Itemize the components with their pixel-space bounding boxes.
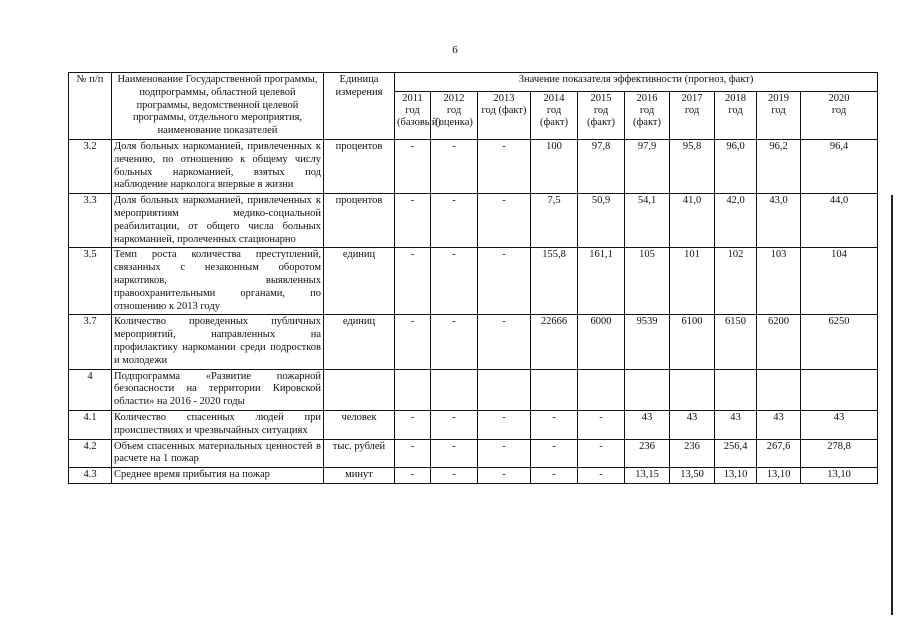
row-indicator-name: Темп роста количества преступлений, связанных с незаконным оборотом наркотиков, выявленных правоохранительными органами, по отношению к 2013 году <box>112 248 324 315</box>
row-value-2013: - <box>478 410 531 439</box>
row-value-2017: 95,8 <box>670 139 715 193</box>
indicators-table <box>68 72 878 484</box>
row-unit: процентов <box>324 194 395 248</box>
row-value-2016: 54,1 <box>625 194 670 248</box>
header-year-note: год <box>831 105 847 117</box>
row-value-2020: 44,0 <box>801 194 878 248</box>
row-value-2011: - <box>395 194 431 248</box>
row-value-2019: 43 <box>757 410 801 439</box>
row-number: 3.2 <box>69 139 112 193</box>
row-value-2015 <box>578 369 625 410</box>
row-value-2012: - <box>431 194 478 248</box>
row-value-2012: - <box>431 439 478 468</box>
row-value-2016 <box>625 369 670 410</box>
row-unit: минут <box>324 468 395 484</box>
row-number: 3.3 <box>69 194 112 248</box>
header-year-2016 <box>625 92 670 140</box>
row-value-2014 <box>531 369 578 410</box>
row-unit <box>324 369 395 410</box>
row-value-2012: - <box>431 139 478 193</box>
row-value-2013: - <box>478 315 531 369</box>
header-year-value: 2019 <box>768 93 789 105</box>
row-value-2014: 22666 <box>531 315 578 369</box>
row-value-2018: 256,4 <box>715 439 757 468</box>
table-row <box>69 439 878 468</box>
header-year-2018 <box>715 92 757 140</box>
row-value-2018: 13,10 <box>715 468 757 484</box>
row-value-2012: - <box>431 468 478 484</box>
header-number: № п/п <box>69 73 112 140</box>
row-value-2018: 6150 <box>715 315 757 369</box>
row-value-2017: 236 <box>670 439 715 468</box>
header-year-note: год (оценка) <box>435 105 473 129</box>
header-name: Наименование Государственной программы, подпрограммы, областной целевой программы, ведомственной целевой программы, отдельного мероприятия, наименование показателей <box>112 73 324 140</box>
header-year-note: год (факт) <box>539 105 568 129</box>
row-value-2019: 13,10 <box>757 468 801 484</box>
row-value-2015: - <box>578 410 625 439</box>
row-value-2014: 100 <box>531 139 578 193</box>
row-value-2017: 6100 <box>670 315 715 369</box>
row-value-2017 <box>670 369 715 410</box>
row-value-2019: 103 <box>757 248 801 315</box>
header-year-2019 <box>757 92 801 140</box>
row-value-2013: - <box>478 248 531 315</box>
row-value-2019: 43,0 <box>757 194 801 248</box>
row-indicator-name: Среднее время прибытия на пожар <box>112 468 324 484</box>
header-year-note: год (факт) <box>481 105 527 117</box>
row-value-2020: 13,10 <box>801 468 878 484</box>
row-value-2011: - <box>395 468 431 484</box>
row-value-2014: 7,5 <box>531 194 578 248</box>
table-row <box>69 194 878 248</box>
header-year-note: год <box>684 105 700 117</box>
row-number: 4.1 <box>69 410 112 439</box>
row-value-2012: - <box>431 410 478 439</box>
table-row <box>69 410 878 439</box>
header-year-note: год <box>728 105 743 117</box>
header-year-value: 2016 <box>636 93 658 105</box>
header-unit: Единица измерения <box>324 73 395 140</box>
row-value-2020 <box>801 369 878 410</box>
row-value-2017: 41,0 <box>670 194 715 248</box>
row-value-2015: 97,8 <box>578 139 625 193</box>
header-year-note: год (факт) <box>632 105 661 129</box>
row-unit: процентов <box>324 139 395 193</box>
row-value-2018: 102 <box>715 248 757 315</box>
row-indicator-name: Доля больных наркоманией, привлеченных к лечению, по отношению к общему числу больных наркоманией, взятых под наблюдение нарколога впервые в жизни <box>112 139 324 193</box>
row-value-2015: 50,9 <box>578 194 625 248</box>
header-year-value: 2017 <box>681 93 703 105</box>
row-value-2013: - <box>478 439 531 468</box>
row-value-2013 <box>478 369 531 410</box>
header-year-note: год (факт) <box>586 105 615 129</box>
table-row <box>69 315 878 369</box>
row-value-2019 <box>757 369 801 410</box>
row-unit: единиц <box>324 315 395 369</box>
row-value-2016: 43 <box>625 410 670 439</box>
row-value-2020: 96,4 <box>801 139 878 193</box>
table-header <box>69 73 878 140</box>
row-value-2016: 105 <box>625 248 670 315</box>
row-value-2013: - <box>478 139 531 193</box>
row-indicator-name: Доля больных наркоманией, привлеченных к мероприятиям медико-социальной реабилитации, от общего числа больных наркоманией, пролеченных стационарно <box>112 194 324 248</box>
row-value-2012 <box>431 369 478 410</box>
row-unit: единиц <box>324 248 395 315</box>
row-value-2011: - <box>395 139 431 193</box>
header-year-2020 <box>801 92 878 140</box>
row-value-2015: 161,1 <box>578 248 625 315</box>
row-value-2020: 104 <box>801 248 878 315</box>
row-indicator-name: Подпрограмма «Развитие пожарной безопасности на территории Кировской области» на 2016 - 2020 годы <box>112 369 324 410</box>
header-year-2017 <box>670 92 715 140</box>
header-year-2013 <box>478 92 531 140</box>
header-year-note: год (базовый) <box>397 105 441 129</box>
row-value-2018: 96,0 <box>715 139 757 193</box>
row-value-2015: 6000 <box>578 315 625 369</box>
row-value-2015: - <box>578 468 625 484</box>
table-row <box>69 248 878 315</box>
row-value-2012: - <box>431 248 478 315</box>
table-body <box>69 139 878 483</box>
row-value-2018: 42,0 <box>715 194 757 248</box>
row-value-2019: 6200 <box>757 315 801 369</box>
row-value-2017: 43 <box>670 410 715 439</box>
row-value-2016: 9539 <box>625 315 670 369</box>
row-indicator-name: Объем спасенных материальных ценностей в расчете на 1 пожар <box>112 439 324 468</box>
table-row <box>69 369 878 410</box>
header-year-2014 <box>531 92 578 140</box>
row-value-2011: - <box>395 248 431 315</box>
row-number: 3.5 <box>69 248 112 315</box>
header-year-2012 <box>431 92 478 140</box>
header-year-value: 2011 <box>402 93 423 105</box>
row-value-2014: - <box>531 468 578 484</box>
row-value-2018: 43 <box>715 410 757 439</box>
row-value-2014: - <box>531 410 578 439</box>
table-row <box>69 139 878 193</box>
row-number: 4 <box>69 369 112 410</box>
row-number: 4.2 <box>69 439 112 468</box>
header-year-2011 <box>395 92 441 140</box>
header-year-value: 2020 <box>828 93 850 105</box>
header-year-value: 2013 <box>493 93 515 105</box>
row-value-2019: 267,6 <box>757 439 801 468</box>
header-year-value: 2018 <box>725 93 746 105</box>
row-value-2011: - <box>395 439 431 468</box>
row-number: 3.7 <box>69 315 112 369</box>
row-value-2018 <box>715 369 757 410</box>
row-value-2011: - <box>395 410 431 439</box>
row-indicator-name: Количество проведенных публичных мероприятий, направленных на профилактику наркомании среди подростков и молодежи <box>112 315 324 369</box>
row-value-2020: 6250 <box>801 315 878 369</box>
row-unit: тыс. рублей <box>324 439 395 468</box>
table-row <box>69 468 878 484</box>
row-value-2014: - <box>531 439 578 468</box>
row-value-2015: - <box>578 439 625 468</box>
header-year-value: 2015 <box>590 93 612 105</box>
header-year-value: 2014 <box>543 93 565 105</box>
row-value-2012: - <box>431 315 478 369</box>
row-value-2020: 278,8 <box>801 439 878 468</box>
header-year-2015 <box>578 92 625 140</box>
row-value-2016: 236 <box>625 439 670 468</box>
indicators-table-wrapper <box>68 72 878 484</box>
row-value-2019: 96,2 <box>757 139 801 193</box>
row-value-2016: 13,15 <box>625 468 670 484</box>
row-indicator-name: Количество спасенных людей при происшествиях и чрезвычайных ситуациях <box>112 410 324 439</box>
row-value-2011: - <box>395 315 431 369</box>
header-year-note: год <box>771 105 786 117</box>
header-values: Значение показателя эффективности (прогноз, факт) <box>395 73 878 92</box>
header-year-value: 2012 <box>443 93 465 105</box>
row-value-2011 <box>395 369 431 410</box>
page-number: 6 <box>452 44 458 56</box>
row-value-2014: 155,8 <box>531 248 578 315</box>
row-value-2013: - <box>478 468 531 484</box>
row-value-2013: - <box>478 194 531 248</box>
row-number: 4.3 <box>69 468 112 484</box>
scan-edge-line <box>891 195 893 615</box>
row-value-2017: 13,50 <box>670 468 715 484</box>
row-value-2017: 101 <box>670 248 715 315</box>
row-value-2020: 43 <box>801 410 878 439</box>
row-unit: человек <box>324 410 395 439</box>
row-value-2016: 97,9 <box>625 139 670 193</box>
